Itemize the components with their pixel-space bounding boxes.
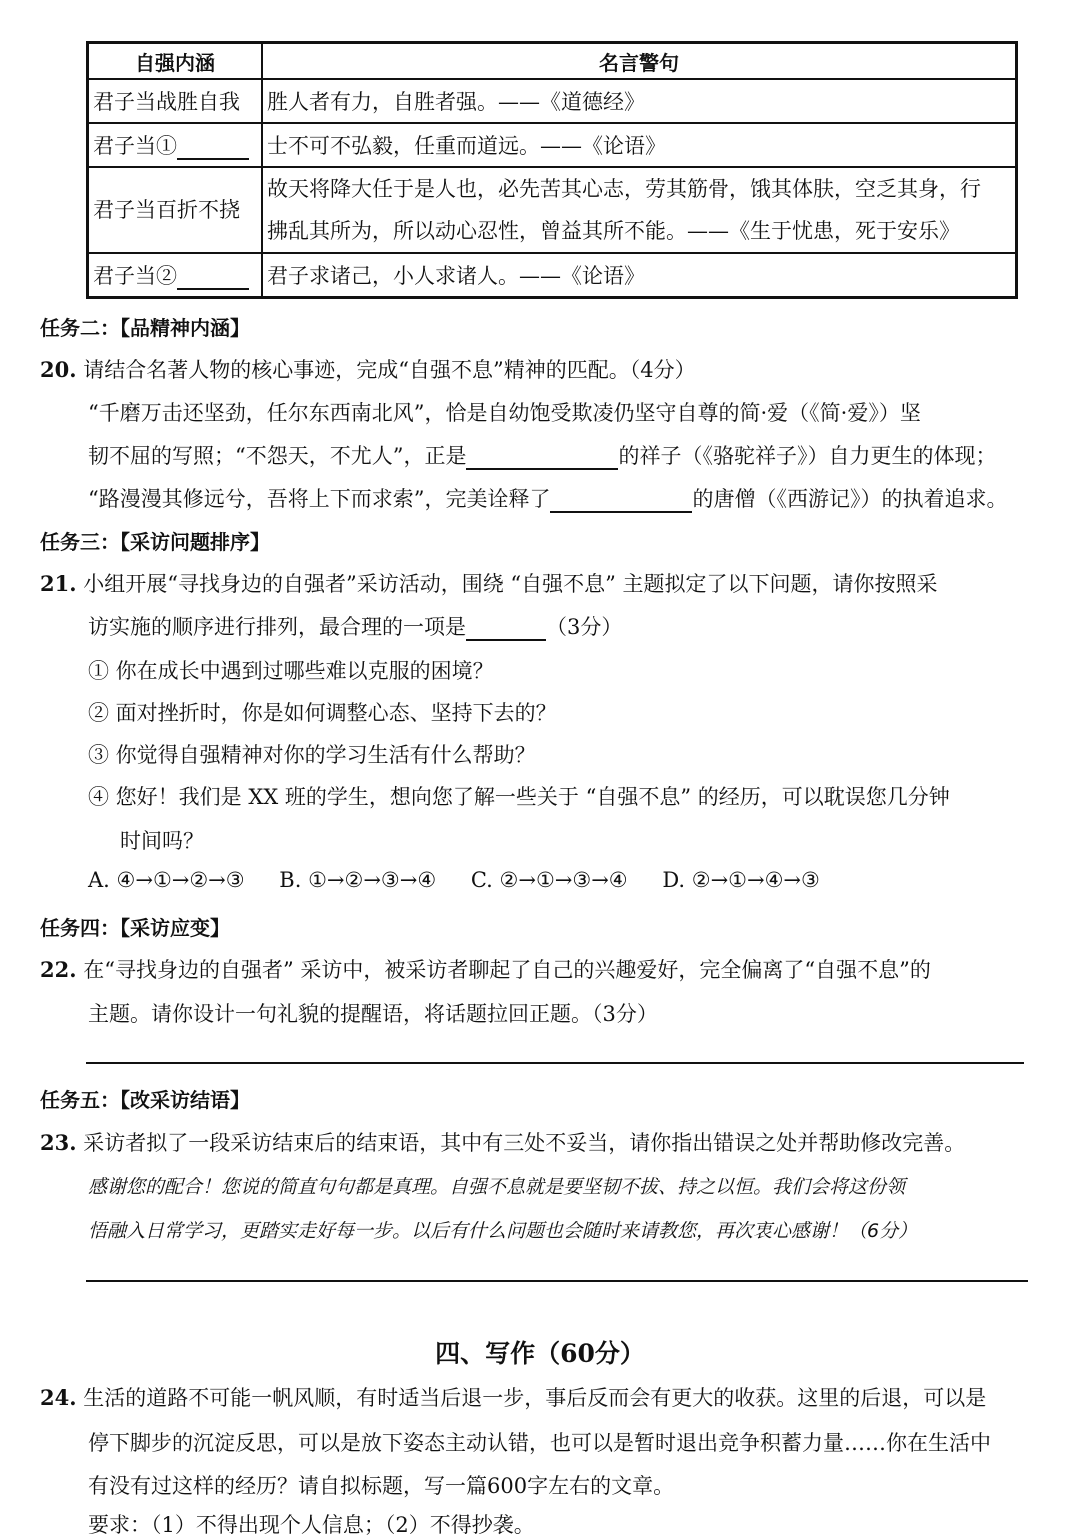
passage-line: [88, 483, 1007, 513]
task5-title: 任务五：【改采访结语】: [40, 1088, 250, 1112]
list-item: ④ 您好！我们是 XX 班的学生，想向您了解一些关于 “自强不息” 的经历，可以耽误您几分钟: [88, 785, 950, 809]
passage-line: [88, 440, 996, 470]
answer-blank-21[interactable]: [466, 617, 546, 641]
quote-line: 拂乱其所为，所以动心忍性，曾益其所不能。——《生于忧患，死于安乐》: [267, 219, 960, 243]
table-cell-quote: 胜人者有力，自胜者强。——《道德经》: [262, 79, 1017, 123]
question-text: 在“寻找身边的自强者” 采访中，被采访者聊起了自己的兴趣爱好，完全偏离了“自强不息”的: [83, 958, 931, 982]
question-number: 23.: [40, 1130, 77, 1155]
answer-line-22[interactable]: [86, 1062, 1024, 1064]
fill-blank-1[interactable]: [177, 136, 249, 160]
question-number: 24.: [40, 1385, 77, 1410]
table-header-meaning: 自强内涵: [88, 43, 263, 80]
table-row: [88, 123, 1017, 167]
answer-line-23[interactable]: [86, 1280, 1028, 1282]
question-23: [40, 1127, 965, 1157]
question-text: 请结合名著人物的核心事迹，完成“自强不息”精神的匹配。（4分）: [83, 358, 696, 382]
passage-text: 韧不屈的写照；“不怨天，不尤人”，正是: [88, 444, 467, 468]
question-21: [40, 568, 938, 598]
table-cell-quote: 君子求诸己，小人求诸人。——《论语》: [262, 253, 1017, 298]
closing-remark-line: 感谢您的配合！您说的简直句句都是真理。自强不息就是要坚韧不拔、持之以恒。我们会将这份领: [88, 1176, 906, 1198]
table-row: [88, 79, 1017, 123]
question-number: 22.: [40, 957, 77, 982]
list-item: ③ 你觉得自强精神对你的学习生活有什么帮助？: [88, 743, 536, 767]
table-cell-quote: [262, 167, 1017, 253]
question-line: 主题。请你设计一句礼貌的提醒语，将话题拉回正题。（3分）: [88, 1002, 658, 1026]
table-cell-quote: 士不可不弘毅，任重而道远。——《论语》: [262, 123, 1017, 167]
question-24: [40, 1382, 986, 1412]
passage-text: 的唐僧（《西游记》）的执着追求。: [692, 487, 1008, 511]
table-cell-meaning: [88, 253, 263, 298]
question-line: 停下脚步的沉淀反思，可以是放下姿态主动认错，也可以是暂时退出竞争积蓄力量……你在生活中: [88, 1431, 991, 1455]
quote-line: 故天将降大任于是人也，必先苦其心志，劳其筋骨，饿其体肤，空乏其身，行: [267, 177, 981, 201]
question-text: 生活的道路不可能一帆风顺，有时适当后退一步，事后反而会有更大的收获。这里的后退，可以是: [83, 1386, 987, 1410]
section-title-writing: 四、写作（60分）: [435, 1339, 645, 1368]
option-d[interactable]: D. ②→①→④→③: [662, 868, 820, 892]
question-number: 21.: [40, 571, 77, 596]
table-header-quote: 名言警句: [262, 43, 1017, 80]
question-text: 访实施的顺序进行排列，最合理的一项是: [88, 615, 466, 639]
table-row: [88, 253, 1017, 298]
fill-blank-xiangzi[interactable]: [466, 446, 618, 470]
passage-text: 的祥子（《骆驼祥子》）自力更生的体现；: [618, 444, 997, 468]
answer-options: [88, 868, 848, 892]
task2-title: 任务二：【品精神内涵】: [40, 316, 250, 340]
question-20: [40, 354, 696, 384]
question-text: 采访者拟了一段采访结束后的结束语，其中有三处不妥当，请你指出错误之处并帮助修改完善。: [83, 1131, 966, 1155]
fill-blank-tangseng[interactable]: [550, 489, 692, 513]
question-line: [88, 611, 622, 641]
option-b[interactable]: B. ①→②→③→④: [279, 868, 437, 892]
requirements-line: 要求：（1）不得出现个人信息；（2）不得抄袭。: [88, 1513, 535, 1537]
closing-remark-line: 悟融入日常学习，更踏实走好每一步。以后有什么问题也会随时来请教您，再次衷心感谢！（6分）: [88, 1220, 918, 1242]
task3-title: 任务三：【采访问题排序】: [40, 530, 270, 554]
table-cell-meaning: [88, 123, 263, 167]
list-item: ① 你在成长中遇到过哪些难以克服的困境？: [88, 659, 494, 683]
list-item-cont: 时间吗？: [120, 829, 204, 853]
table-cell-meaning: 君子当百折不挠: [88, 167, 263, 253]
fill-blank-2[interactable]: [177, 266, 249, 290]
list-item: ② 面对挫折时，你是如何调整心态、坚持下去的？: [88, 701, 557, 725]
question-number: 20.: [40, 357, 77, 382]
task4-title: 任务四：【采访应变】: [40, 916, 230, 940]
cell-text: 君子当②: [93, 264, 177, 288]
question-line: 有没有过这样的经历？请自拟标题，写一篇600字左右的文章。: [88, 1474, 675, 1498]
table-row: [88, 167, 1017, 253]
passage-line: “千磨万击还坚劲，任尔东西南北风”，恰是自幼饱受欺凌仍坚守自尊的简·爱（《简·爱》）坚: [88, 401, 921, 425]
cell-text: 君子当①: [93, 134, 177, 158]
quote-table: [86, 41, 1018, 299]
question-score: （3分）: [546, 615, 623, 639]
option-c[interactable]: C. ②→①→③→④: [470, 868, 628, 892]
passage-text: “路漫漫其修远兮，吾将上下而求索”，完美诠释了: [88, 487, 551, 511]
question-22: [40, 954, 931, 984]
table-header-row: [88, 43, 1017, 80]
option-a[interactable]: A. ④→①→②→③: [88, 868, 245, 892]
table-cell-meaning: 君子当战胜自我: [88, 79, 263, 123]
question-text: 小组开展“寻找身边的自强者”采访活动，围绕 “自强不息” 主题拟定了以下问题，请你按照采: [83, 572, 938, 596]
